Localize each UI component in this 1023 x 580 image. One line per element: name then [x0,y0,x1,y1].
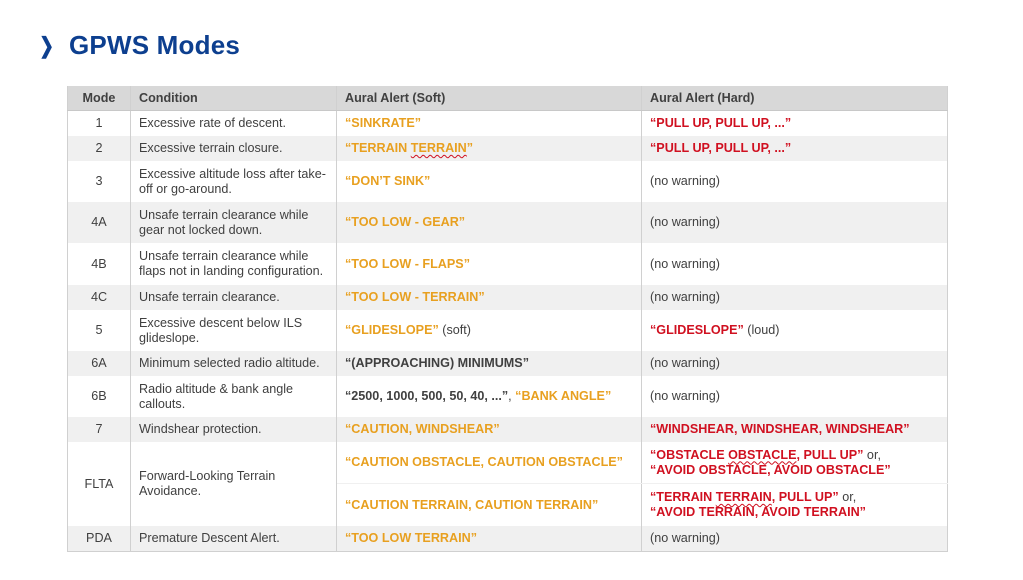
table-row [68,526,948,552]
soft-alert-cell [337,310,642,351]
soft-alert-text: “TOO LOW - FLAPS” [345,256,470,271]
soft-alert-part: ” [466,141,474,155]
hard-alert-cell [642,526,948,552]
soft-alert-cell [337,161,642,202]
soft-alert-text: “SINKRATE” [345,116,422,130]
condition-cell: Forward-Looking Terrain Avoidance. [131,442,337,526]
soft-alert-cell [337,136,642,161]
altitude-callouts-text: “2500, 1000, 500, 50, 40, ...” [345,389,509,403]
soft-alert-text: “TOO LOW - GEAR” [345,215,466,229]
condition-cell: Premature Descent Alert. [131,526,337,552]
or-text: or, [863,447,881,462]
mode-cell: 6B [68,376,131,417]
table-row [68,417,948,442]
soft-alert-cell [337,202,642,243]
soft-alert-cell [337,442,642,484]
table-row [68,351,948,376]
soft-alert-cell [337,351,642,376]
hard-alert-cell [642,111,948,137]
hard-alert-suffix: (loud) [743,323,780,337]
or-text: or, [838,490,857,504]
column-header-soft-alert: Aural Alert (Soft) [337,86,642,111]
condition-cell: Radio altitude & bank angle callouts. [131,376,337,417]
condition-cell: Excessive rate of descent. [131,111,337,137]
mode-cell: 4C [68,285,131,310]
hard-alert-text: (no warning) [650,174,720,188]
hard-alert-text: “WINDSHEAR, WINDSHEAR, WINDSHEAR” [650,422,910,436]
hard-alert-cell [642,136,948,161]
soft-alert-cell [337,526,642,552]
page-title: GPWS Modes [69,30,241,60]
page-heading [36,30,240,61]
table-row [68,111,948,137]
hard-alert-part: , PULL UP” [771,490,839,504]
mode-cell: 4B [68,243,131,285]
hard-alert-part: “TERRAIN [650,490,716,504]
hard-alert-text: “PULL UP, PULL UP, ...” [650,141,792,155]
hard-alert-text [650,490,839,504]
hard-alert-cell [642,442,948,484]
condition-cell: Minimum selected radio altitude. [131,351,337,376]
condition-cell: Unsafe terrain clearance. [131,285,337,310]
table-row [68,285,948,310]
mode-cell: 7 [68,417,131,442]
hard-alert-alt-text: “AVOID OBSTACLE, AVOID OBSTACLE” [650,462,891,477]
soft-alert-cell [337,417,642,442]
hard-alert-text: “GLIDESLOPE” [650,323,744,337]
hard-alert-part: “OBSTACLE [650,447,729,462]
soft-alert-part: “TERRAIN [345,141,411,155]
soft-alert-text: “CAUTION, WINDSHEAR” [345,422,500,436]
mode-cell: 2 [68,136,131,161]
soft-alert-cell [337,484,642,527]
condition-cell: Excessive terrain closure. [131,136,337,161]
column-header-condition: Condition [131,86,337,111]
hard-alert-text: “PULL UP, PULL UP, ...” [650,116,792,130]
mode-cell: 5 [68,310,131,351]
spellcheck-flagged-word: TERRAIN [715,490,772,504]
mode-cell: 4A [68,202,131,243]
hard-alert-cell [642,285,948,310]
soft-alert-cell [337,111,642,137]
condition-cell: Windshear protection. [131,417,337,442]
hard-alert-text: (no warning) [650,290,720,304]
spellcheck-flagged-word: OBSTACLE [728,447,797,462]
soft-alert-text [345,141,473,155]
table-row [68,243,948,285]
hard-alert-text: (no warning) [650,356,720,370]
mode-cell: FLTA [68,442,131,526]
chevron-right-icon: ❯ [39,32,55,58]
hard-alert-cell [642,202,948,243]
hard-alert-cell [642,243,948,285]
column-header-mode: Mode [68,86,131,111]
soft-alert-text: “BANK ANGLE” [515,389,612,403]
spellcheck-flagged-word: TERRAIN [410,141,467,155]
hard-alert-cell [642,376,948,417]
hard-alert-text [650,448,863,462]
table-header-row [68,86,948,111]
table-row [68,202,948,243]
hard-alert-text: (no warning) [650,531,720,545]
soft-alert-text: “CAUTION OBSTACLE, CAUTION OBSTACLE” [345,455,623,469]
hard-alert-cell [642,484,948,527]
soft-alert-cell [337,285,642,310]
separator: , [508,389,516,403]
hard-alert-part: , PULL UP” [796,447,864,462]
table-row [68,136,948,161]
table-row [68,376,948,417]
soft-alert-cell [337,376,642,417]
soft-alert-text: “(APPROACHING) MINIMUMS” [345,356,529,370]
soft-alert-text: “CAUTION TERRAIN, CAUTION TERRAIN” [345,497,599,512]
table-row [68,310,948,351]
mode-cell: 3 [68,161,131,202]
gpws-modes-table [67,86,948,552]
mode-cell: 6A [68,351,131,376]
hard-alert-alt-text: “AVOID TERRAIN, AVOID TERRAIN” [650,505,866,519]
soft-alert-text: “TOO LOW - TERRAIN” [345,290,485,304]
mode-cell: 1 [68,111,131,137]
table-row [68,442,948,484]
hard-alert-text: (no warning) [650,256,720,271]
column-header-hard-alert: Aural Alert (Hard) [642,86,948,111]
condition-cell: Excessive altitude loss after take-off or go-around. [131,161,337,202]
condition-cell: Unsafe terrain clearance while gear not locked down. [131,202,337,243]
soft-alert-text: “GLIDESLOPE” [345,323,439,337]
condition-cell: Unsafe terrain clearance while flaps not in landing configuration. [131,243,337,285]
table-row [68,161,948,202]
hard-alert-text: (no warning) [650,389,720,403]
hard-alert-text: (no warning) [650,215,720,229]
soft-alert-text: “TOO LOW TERRAIN” [345,531,477,545]
soft-alert-suffix: (soft) [438,323,471,337]
hard-alert-cell [642,351,948,376]
condition-cell: Excessive descent below ILS glideslope. [131,310,337,351]
soft-alert-text: “DON’T SINK” [345,174,431,188]
hard-alert-cell [642,417,948,442]
mode-cell: PDA [68,526,131,552]
hard-alert-cell [642,310,948,351]
hard-alert-cell [642,161,948,202]
soft-alert-cell [337,243,642,285]
